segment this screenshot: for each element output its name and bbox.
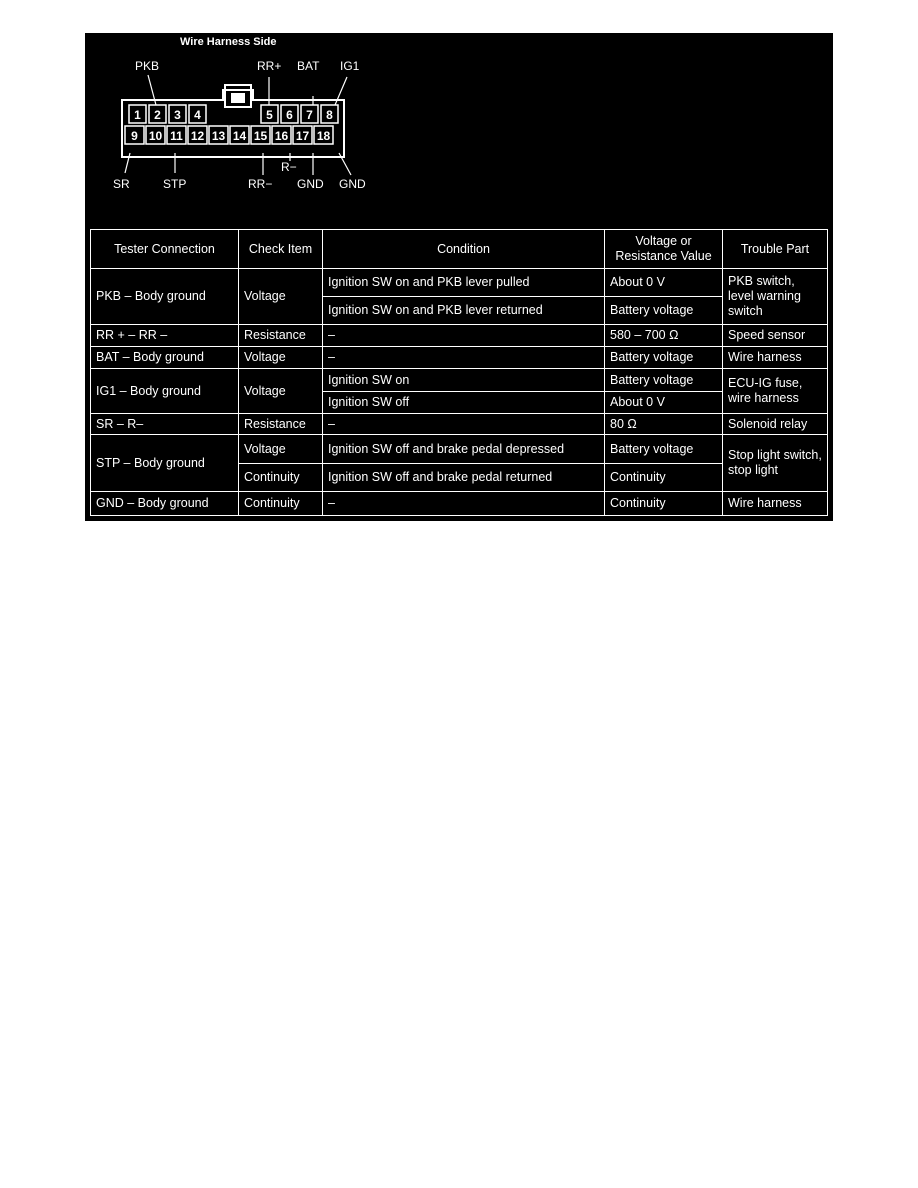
cell-value-ig1-2: About 0 V <box>605 392 723 414</box>
cell-trouble-gnd: Wire harness <box>723 492 828 516</box>
connector-pin-9 <box>125 126 144 144</box>
label-pkb: PKB <box>135 59 160 73</box>
pin-number: 1 <box>134 108 141 122</box>
bottom-pin-row <box>125 126 333 144</box>
cell-tester-ig1: IG1 – Body ground <box>91 369 239 414</box>
label-ig1: IG1 <box>340 59 360 73</box>
connector-pin-6 <box>281 105 298 123</box>
connector-pin-7 <box>301 105 318 123</box>
pin-number: 17 <box>295 129 310 143</box>
pin-number: 6 <box>286 108 293 122</box>
pin-number: 3 <box>174 108 181 122</box>
table-row-pkb <box>91 269 828 297</box>
table-row-ig1 <box>91 369 828 392</box>
label-bat: BAT <box>297 59 320 73</box>
pin-number: 13 <box>211 129 226 143</box>
cell-value-stp-2: Continuity <box>605 464 723 492</box>
cell-value-rr: 580 – 700 Ω <box>605 325 723 347</box>
connector-pin-14 <box>230 126 249 144</box>
cell-trouble-bat: Wire harness <box>723 347 828 369</box>
cell-value-pkb-1: About 0 V <box>605 269 723 297</box>
cell-condition-ig1-1: Ignition SW on <box>323 369 605 392</box>
pin-number: 10 <box>148 129 163 143</box>
cell-check-stp-2: Continuity <box>239 464 323 492</box>
cell-trouble-pkb: PKB switch, level warning switch <box>723 269 828 325</box>
pin-number: 7 <box>306 108 313 122</box>
label-gnd-2: GND <box>339 177 366 191</box>
label-stp: STP <box>163 177 187 191</box>
header-value <box>605 230 723 269</box>
pin-number: 8 <box>326 108 333 122</box>
cell-tester-gnd: GND – Body ground <box>91 492 239 516</box>
connector-pin-12 <box>188 126 207 144</box>
label-sr: SR <box>113 177 130 191</box>
table-row-stp <box>91 435 828 464</box>
header-value-line-1: Voltage or <box>635 234 692 248</box>
connector-pin-4 <box>189 105 206 123</box>
cell-check-pkb: Voltage <box>239 269 323 325</box>
connector-pin-2 <box>149 105 166 123</box>
table-header-row <box>91 230 828 269</box>
cell-check-gnd: Continuity <box>239 492 323 516</box>
cell-value-stp-1: Battery voltage <box>605 435 723 464</box>
cell-check-ig1: Voltage <box>239 369 323 414</box>
pin-number: 4 <box>194 108 201 122</box>
header-value-line-2: Resistance Value <box>615 249 712 263</box>
cell-condition-ig1-2: Ignition SW off <box>323 392 605 414</box>
table-row-gnd <box>91 492 828 516</box>
cell-tester-rr: RR + – RR – <box>91 325 239 347</box>
cell-check-rr: Resistance <box>239 325 323 347</box>
cell-tester-bat: BAT – Body ground <box>91 347 239 369</box>
connector-pin-1 <box>129 105 146 123</box>
cell-value-gnd: Continuity <box>605 492 723 516</box>
cell-condition-pkb-2: Ignition SW on and PKB lever returned <box>323 297 605 325</box>
connector-pin-15 <box>251 126 270 144</box>
header-trouble-part: Trouble Part <box>723 230 828 269</box>
cell-check-stp-1: Voltage <box>239 435 323 464</box>
cell-trouble-stp: Stop light switch, stop light <box>723 435 828 492</box>
connector-pin-5 <box>261 105 278 123</box>
cell-trouble-rr: Speed sensor <box>723 325 828 347</box>
connector-diagram <box>85 33 833 223</box>
inspection-table <box>90 229 828 516</box>
cell-condition-stp-2: Ignition SW off and brake pedal returned <box>323 464 605 492</box>
cell-value-bat: Battery voltage <box>605 347 723 369</box>
label-rr-minus: RR− <box>248 177 273 191</box>
cell-value-pkb-2: Battery voltage <box>605 297 723 325</box>
latch-tab <box>231 93 245 103</box>
pin-number: 18 <box>316 129 331 143</box>
pin-number: 14 <box>232 129 247 143</box>
cell-condition-pkb-1: Ignition SW on and PKB lever pulled <box>323 269 605 297</box>
cell-tester-sr: SR – R– <box>91 414 239 435</box>
cell-condition-gnd: – <box>323 492 605 516</box>
connector-pin-16 <box>272 126 291 144</box>
label-r-minus: R− <box>281 160 297 174</box>
pin-number: 16 <box>274 129 289 143</box>
table-row-sr <box>91 414 828 435</box>
cell-value-sr: 80 Ω <box>605 414 723 435</box>
cell-tester-pkb: PKB – Body ground <box>91 269 239 325</box>
pin-number: 11 <box>170 129 183 143</box>
cell-condition-sr: – <box>323 414 605 435</box>
cell-trouble-sr: Solenoid relay <box>723 414 828 435</box>
header-condition: Condition <box>323 230 605 269</box>
label-gnd-1: GND <box>297 177 324 191</box>
header-check-item: Check Item <box>239 230 323 269</box>
label-rr-plus: RR+ <box>257 59 282 73</box>
diagram-title: Wire Harness Side <box>180 36 277 48</box>
cell-condition-bat: – <box>323 347 605 369</box>
cell-tester-stp: STP – Body ground <box>91 435 239 492</box>
cell-condition-rr: – <box>323 325 605 347</box>
connector-pin-10 <box>146 126 165 144</box>
pin-number: 5 <box>266 108 273 122</box>
connector-pin-11 <box>167 126 186 144</box>
connector-pin-13 <box>209 126 228 144</box>
cell-check-sr: Resistance <box>239 414 323 435</box>
cell-value-ig1-1: Battery voltage <box>605 369 723 392</box>
connector-pin-3 <box>169 105 186 123</box>
connector-pin-17 <box>293 126 312 144</box>
connector-pin-8 <box>321 105 338 123</box>
table-row-bat <box>91 347 828 369</box>
header-tester-connection: Tester Connection <box>91 230 239 269</box>
pin-number: 12 <box>190 129 205 143</box>
inspection-figure <box>85 33 833 521</box>
pin-number: 9 <box>131 129 138 143</box>
pin-number: 2 <box>154 108 161 122</box>
cell-condition-stp-1: Ignition SW off and brake pedal depressed <box>323 435 605 464</box>
cell-check-bat: Voltage <box>239 347 323 369</box>
connector-pin-18 <box>314 126 333 144</box>
cell-trouble-ig1: ECU-IG fuse, wire harness <box>723 369 828 414</box>
table-row-rr <box>91 325 828 347</box>
pin-number: 15 <box>253 129 268 143</box>
